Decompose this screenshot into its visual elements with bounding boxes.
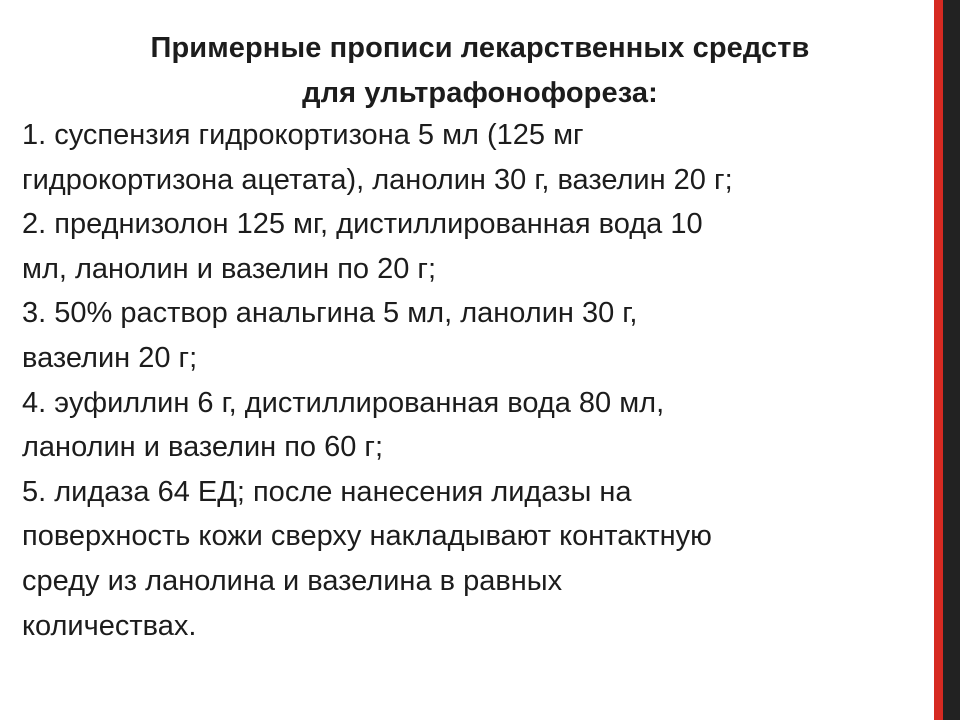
accent-bar-red (934, 0, 943, 720)
item-5-line-3: среду из ланолина и вазелина в равных (22, 564, 563, 597)
title-line-1: Примерные прописи лекарственных средств (150, 32, 810, 64)
prescription-item-2 (22, 202, 937, 291)
prescription-list (22, 113, 937, 648)
item-4-line-1: 4. эуфиллин 6 г, дистиллированная вода 80 мл, (22, 386, 665, 419)
item-1-line-1: 1. суспензия гидрокортизона 5 мл (125 мг (22, 119, 584, 151)
prescription-item-4 (22, 381, 937, 470)
item-5-line-2: поверхность кожи сверху накладывают контактную (22, 520, 712, 553)
prescription-item-3 (22, 291, 937, 380)
item-1-line-2: гидрокортизона ацетата), ланолин 30 г, вазелин 20 г; (22, 163, 733, 196)
item-5-line-1: 5. лидаза 64 ЕД; после нанесения лидазы на (22, 475, 632, 508)
item-5-line-4: количествах. (22, 609, 197, 642)
accent-bar-dark (943, 0, 960, 720)
item-2-line-2: мл, ланолин и вазелин по 20 г; (22, 252, 437, 285)
item-2-line-1: 2. преднизолон 125 мг, дистиллированная вода 10 (22, 208, 703, 241)
prescription-item-5 (22, 470, 937, 648)
slide-title (0, 26, 960, 116)
title-line-2: для ультрафонофореза: (302, 77, 658, 109)
item-4-line-2: ланолин и вазелин по 60 г; (22, 431, 384, 464)
item-3-line-1: 3. 50% раствор анальгина 5 мл, ланолин 30 г, (22, 297, 638, 330)
item-3-line-2: вазелин 20 г; (22, 341, 198, 374)
prescription-item-1 (22, 113, 937, 202)
